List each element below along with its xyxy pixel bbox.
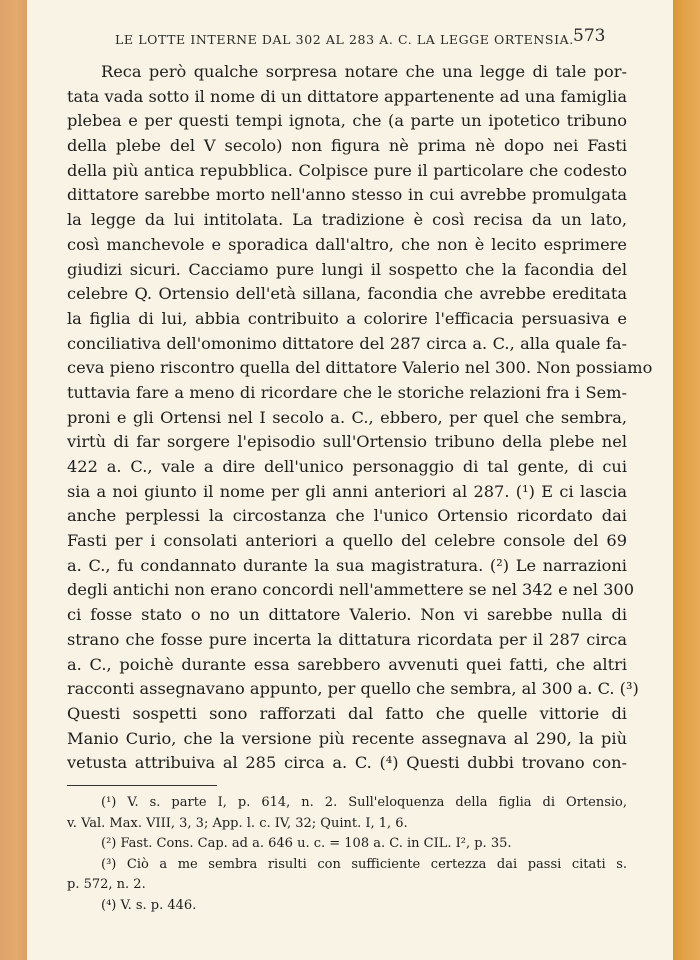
- text-line: proni e gli Ortensi nel I secolo a. C., ebbero, per quel che sembra,: [67, 407, 627, 427]
- text-line: conciliativa dell'omonimo dittatore del 287 circa a. C., alla quale fa-: [67, 333, 627, 353]
- text-line: virtù di far sorgere l'episodio sull'Ortensio tribuno della plebe nel: [67, 432, 627, 452]
- running-head: LE LOTTE INTERNE DAL 302 AL 283 A. C. LA LEGGE ORTENSIA.: [115, 32, 574, 47]
- text-line: la legge da lui intitolata. La tradizione è così recisa da un lato,: [67, 210, 627, 230]
- text-line: Questi sospetti sono rafforzati dal fatto che quelle vittorie di: [67, 703, 627, 723]
- text-line: Manio Curio, che la versione più recente assegnava al 290, la più: [67, 728, 627, 748]
- body-text: [67, 60, 653, 776]
- text-line: 422 a. C., vale a dire dell'unico personaggio di tal gente, di cui: [67, 457, 627, 476]
- text-line: plebea e per questi tempi ignota, che (a parte un ipotetico tribuno: [67, 111, 627, 131]
- text-line: tuttavia fare a meno di ricordare che le storiche relazioni fra i Sem-: [67, 382, 627, 402]
- footnote-line: (⁴) V. s. p. 446.: [101, 897, 197, 913]
- text-line: dittatore sarebbe morto nell'anno stesso in cui avrebbe promulgata: [67, 185, 627, 205]
- footnote-line: (¹) V. s. parte I, p. 614, n. 2. Sull'eloquenza della figlia di Ortensio,: [101, 795, 627, 810]
- footnotes: [67, 793, 627, 916]
- footnote-line: p. 572, n. 2.: [67, 877, 146, 892]
- text-line: Fasti per i consolati anteriori a quello del celebre console del 69: [67, 531, 627, 551]
- page-edge-left: [0, 0, 27, 960]
- text-line: ci fosse stato o no un dittatore Valerio. Non vi sarebbe nulla di: [67, 605, 627, 625]
- text-line: Reca però qualche sorpresa notare che una legge di tale por-: [101, 62, 627, 81]
- text-line: ceva pieno riscontro quella del dittatore Valerio nel 300. Non possiamo: [67, 358, 653, 378]
- text-line: giudizi sicuri. Cacciamo pure lungi il sospetto che la facondia del: [67, 259, 627, 279]
- footnote-separator: [67, 785, 217, 786]
- text-line: così manchevole e sporadica dall'altro, che non è lecito esprimere: [67, 234, 627, 254]
- text-line: racconti assegnavano appunto, per quello che sembra, al 300 a. C. (³): [67, 679, 639, 699]
- text-line: della plebe del V secolo) non figura nè prima nè dopo nei Fasti: [67, 136, 627, 156]
- text-line: celebre Q. Ortensio dell'età sillana, facondia che avrebbe ereditata: [67, 284, 627, 304]
- text-line: vetusta attribuiva al 285 circa a. C. (⁴) Questi dubbi trovano con-: [67, 753, 627, 773]
- footnote-line: v. Val. Max. VIII, 3, 3; App. l. c. IV, 32; Quint. I, 1, 6.: [67, 815, 408, 831]
- text-line: a. C., poichè durante essa sarebbero avvenuti quei fatti, che altri: [67, 654, 627, 674]
- text-line: a. C., fu condannato durante la sua magistratura. (²) Le narrazioni: [67, 555, 627, 575]
- footnote-line: (²) Fast. Cons. Cap. ad a. 646 u. c. = 108 a. C. in CIL. I², p. 35.: [101, 836, 512, 851]
- page-header: [27, 20, 673, 50]
- text-line: degli antichi non erano concordi nell'ammettere se nel 342 e nel 300: [67, 580, 635, 600]
- text-line: la figlia di lui, abbia contribuito a colorire l'efficacia persuasiva e: [67, 308, 627, 328]
- text-line: tata vada sotto il nome di un dittatore appartenente ad una famiglia: [67, 86, 627, 106]
- text-line: strano che fosse pure incerta la dittatura ricordata per il 287 circa: [67, 629, 627, 649]
- text-line: sia a noi giunto il nome per gli anni anteriori al 287. (¹) E ci lascia: [67, 481, 627, 501]
- text-line: anche perplessi la circostanza che l'unico Ortensio ricordato dai: [67, 506, 627, 526]
- book-page: [27, 0, 673, 960]
- footnote-line: (³) Ciò a me sembra risulti con sufficiente certezza dai passi citati s.: [101, 856, 627, 872]
- text-line: della più antica repubblica. Colpisce pure il particolare che codesto: [67, 160, 627, 180]
- page-number: 573: [573, 26, 606, 46]
- page-edge-right: [673, 0, 700, 960]
